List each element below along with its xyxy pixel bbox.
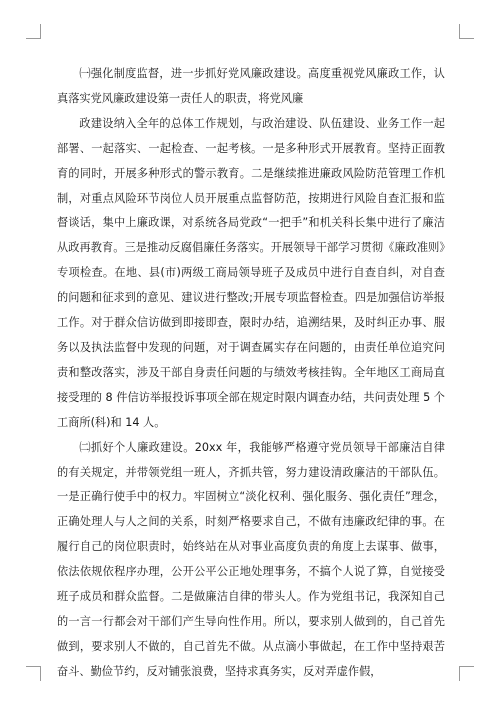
- paragraph-integrate-planning: 政建设纳入全年的总体工作规划，与政治建设、队伍建设、业务工作一起部署、一起落实、一起检查、一起考核。一是多种形式开展教育。坚持正面教育的同时，开展多种形式的警示教育。二是继续推进廉政风险防范管理工作机制，对重点风险环节岗位人员开展重点监督防范，按期进行风险自查汇报和监督谈话，集中上廉政课，对系统各局党政“一把手”和机关科长集中进行了廉洁从政再教育。三是推动反腐倡廉任务落实。开展领导干部学习贯彻《廉政准则》专项检查。在地、县(市)两级工商局领导班子及成员中进行自查自纠，对自查的问题和征求到的意见、建议进行整改;开展专项监督检查。四是加强信访举报工作。对于群众信访做到即接即查，限时办结，追溯结果，及时纠正办事、服务以及执法监督中发现的问题，对于调查属实存在问题的，由责任单位追究问责和整改落实，涉及干部自身责任问题的与绩效考核挂钩。全年地区工商局直接受理的 8 件信访举报投诉事项全部在规定时限内调查办结，共问责处理 5 个工商所(科)和 14 人。: [57, 116, 445, 429]
- paragraph-strengthen-supervision: ㈠强化制度监督，进一步抓好党风廉政建设。高度重视党风廉政工作，认真落实党风廉政建设第一责任人的职责，将党风廉: [57, 67, 445, 105]
- crop-mark-top-left: [26, 24, 41, 39]
- crop-mark-top-right: [459, 24, 474, 39]
- paragraph-personal-integrity: ㈡抓好个人廉政建设。20xx 年，我能够严格遵守党员领导干部廉洁自律的有关规定，并带领党组一班人，齐抓共管，努力建设清政廉洁的干部队伍。一是正确行使手中的权力。牢固树立“淡化权利、强化服务、强化责任”理念，正确处理人与人之间的关系，时刻严格要求自己，不做有违廉政纪律的事。在履行自己的岗位职责时，始终站在从对事业高度负责的角度上去谋事、做事，依法依规依程序办理，公开公平公正地处理事务，不搞个人说了算，自觉接受班子成员和群众监督。二是做廉洁自律的带头人。作为党组书记，我深知自己的一言一行都会对干部们产生导向性作用。所以，要求别人做到的，自己首先做到，要求别人不做的，自己首先不做。从点滴小事做起，在工作中坚持艰苦奋斗、勤俭节约，反对铺张浪费，坚持求真务实，反对弄虚作假，: [57, 440, 445, 678]
- document-body: [57, 62, 445, 685]
- crop-mark-bottom-right: [459, 666, 474, 681]
- crop-mark-bottom-left: [26, 666, 41, 681]
